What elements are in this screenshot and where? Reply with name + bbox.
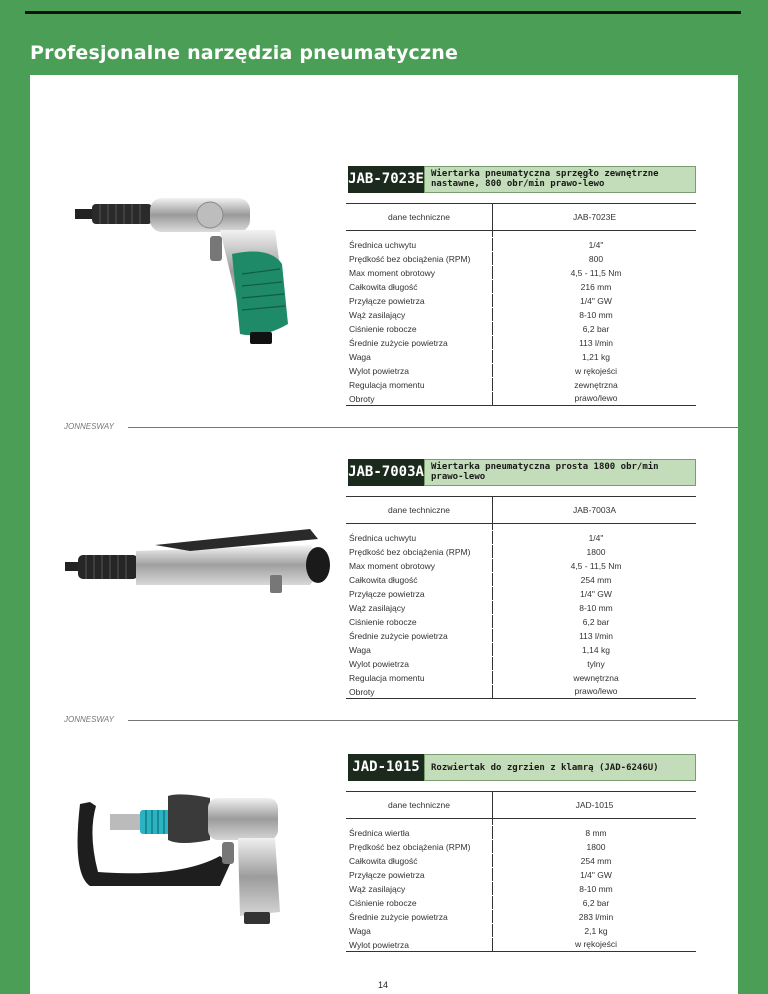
- spec-row: [346, 545, 696, 559]
- spec-row: [346, 531, 696, 545]
- spec-row: [346, 573, 696, 587]
- spec-value: 1800: [586, 546, 606, 557]
- spec-label: Przyłącze powietrza: [346, 868, 493, 882]
- spec-row: [346, 671, 696, 685]
- spec-label: Ciśnienie robocze: [346, 615, 493, 629]
- spec-label: Max moment obrotowy: [346, 559, 493, 573]
- brand-separator: [30, 715, 738, 725]
- spec-value: tylny: [587, 658, 605, 669]
- spec-label: Max moment obrotowy: [346, 266, 493, 280]
- page-number: 14: [378, 980, 389, 990]
- spec-row: [346, 685, 696, 699]
- straight-screwdriver-icon: [60, 527, 335, 607]
- spec-row: [346, 938, 696, 952]
- brand-label: JONNESWAY: [64, 422, 114, 431]
- spec-value: wewnętrzna: [573, 672, 619, 683]
- spec-table: [346, 203, 696, 406]
- spec-row: [346, 559, 696, 573]
- spec-header-label: dane techniczne: [346, 497, 493, 524]
- spec-label: Ciśnienie robocze: [346, 896, 493, 910]
- spec-value: 1800: [586, 841, 606, 852]
- spec-row: [346, 629, 696, 643]
- spec-row: [346, 364, 696, 378]
- spec-row: [346, 392, 696, 406]
- spec-label: Całkowita długość: [346, 573, 493, 587]
- spec-label: Ciśnienie robocze: [346, 322, 493, 336]
- spec-header-label: dane techniczne: [346, 792, 493, 819]
- spec-value: 1/4" GW: [580, 869, 612, 880]
- spec-label: Waga: [346, 350, 493, 364]
- spec-label: Waga: [346, 643, 493, 657]
- pistol-grip-screwdriver-icon: [70, 194, 330, 354]
- spec-row: [346, 868, 696, 882]
- spec-value: zewnętrzna: [574, 379, 618, 390]
- spec-value: prawo/lewo: [493, 685, 697, 699]
- spec-value: 8-10 mm: [579, 602, 613, 613]
- spec-row: [346, 854, 696, 868]
- spec-value: 8-10 mm: [579, 309, 613, 320]
- spec-row: [346, 252, 696, 266]
- spec-value: prawo/lewo: [493, 392, 697, 406]
- spot-weld-drill-icon: [70, 794, 300, 929]
- spec-value: 8-10 mm: [579, 883, 613, 894]
- spec-label: Regulacja momentu: [346, 671, 493, 685]
- spec-table: [346, 496, 696, 699]
- separator-line: [128, 720, 738, 721]
- spec-label: Prędkość bez obciążenia (RPM): [346, 840, 493, 854]
- product-title: Wiertarka pneumatyczna prosta 1800 obr/min prawo-lewo: [424, 459, 696, 486]
- spec-label: Przyłącze powietrza: [346, 294, 493, 308]
- spec-value: 4,5 - 11,5 Nm: [570, 267, 622, 278]
- product-code: JAD-1015: [348, 754, 424, 781]
- spec-header-label: dane techniczne: [346, 204, 493, 231]
- spec-row: [346, 840, 696, 854]
- spec-value: 8 mm: [585, 827, 607, 838]
- spec-row: [346, 308, 696, 322]
- spec-label: Regulacja momentu: [346, 378, 493, 392]
- spec-value: 1/4" GW: [580, 295, 612, 306]
- spec-label: Waga: [346, 924, 493, 938]
- spec-value: w rękojeści: [574, 365, 618, 376]
- product-title: Rozwiertak do zgrzien z klamrą (JAD-6246U): [424, 754, 696, 781]
- spec-row: [346, 924, 696, 938]
- spec-label: Wylot powietrza: [346, 657, 493, 671]
- spec-value: 4,5 - 11,5 Nm: [570, 560, 622, 571]
- spec-value: 1/4": [588, 239, 604, 250]
- spec-label: Średnica uchwytu: [346, 238, 493, 252]
- product-code: JAB-7023E: [348, 166, 424, 193]
- spec-label: Przyłącze powietrza: [346, 587, 493, 601]
- spec-header-model: JAB-7003A: [493, 497, 697, 524]
- separator-line: [128, 427, 738, 428]
- spec-header-model: JAD-1015: [493, 792, 697, 819]
- spec-value: 113 l/min: [579, 630, 613, 641]
- spec-value: 113 l/min: [579, 337, 613, 348]
- spec-row: [346, 643, 696, 657]
- spec-value: 283 l/min: [578, 911, 614, 922]
- spec-row: [346, 587, 696, 601]
- spec-row: [346, 350, 696, 364]
- spec-label: Obroty: [346, 685, 493, 699]
- product-code: JAB-7003A: [348, 459, 424, 486]
- brand-separator: [30, 422, 738, 432]
- page-title: Profesjonalne narzędzia pneumatyczne: [30, 42, 459, 64]
- top-rule: [25, 11, 741, 14]
- spec-row: [346, 280, 696, 294]
- spec-row: [346, 378, 696, 392]
- spec-row: [346, 615, 696, 629]
- spec-value: 254 mm: [580, 574, 612, 585]
- spec-row: [346, 238, 696, 252]
- spec-label: Średnica wiertła: [346, 826, 493, 840]
- spec-row: [346, 336, 696, 350]
- spec-label: Średnie zużycie powietrza: [346, 336, 493, 350]
- spec-label: Wąż zasilający: [346, 308, 493, 322]
- spec-label: Wąż zasilający: [346, 601, 493, 615]
- spec-label: Wylot powietrza: [346, 938, 493, 952]
- spec-row: [346, 896, 696, 910]
- content-panel: [30, 75, 738, 994]
- spec-row: [346, 266, 696, 280]
- spec-label: Średnica uchwytu: [346, 531, 493, 545]
- spec-value: 1/4" GW: [580, 588, 612, 599]
- spec-value: 1/4": [588, 532, 604, 543]
- spec-label: Wylot powietrza: [346, 364, 493, 378]
- spec-value: 6,2 bar: [582, 323, 610, 334]
- spec-header-model: JAB-7023E: [493, 204, 697, 231]
- spec-value: 254 mm: [580, 855, 612, 866]
- spec-value: 2,1 kg: [584, 925, 608, 936]
- spec-row: [346, 601, 696, 615]
- spec-label: Całkowita długość: [346, 854, 493, 868]
- spec-row: [346, 294, 696, 308]
- spec-label: Prędkość bez obciążenia (RPM): [346, 252, 493, 266]
- spec-label: Całkowita długość: [346, 280, 493, 294]
- spec-value: 1,14 kg: [582, 644, 610, 655]
- spec-value: 216 mm: [580, 281, 612, 292]
- spec-label: Prędkość bez obciążenia (RPM): [346, 545, 493, 559]
- spec-row: [346, 882, 696, 896]
- brand-label: JONNESWAY: [64, 715, 114, 724]
- spec-label: Średnie zużycie powietrza: [346, 629, 493, 643]
- spec-label: Obroty: [346, 392, 493, 406]
- spec-value: 6,2 bar: [582, 897, 610, 908]
- spec-label: Wąż zasilający: [346, 882, 493, 896]
- spec-table: [346, 791, 696, 952]
- spec-row: [346, 322, 696, 336]
- spec-value: 6,2 bar: [582, 616, 610, 627]
- spec-label: Średnie zużycie powietrza: [346, 910, 493, 924]
- spec-row: [346, 826, 696, 840]
- spec-value: 1,21 kg: [582, 351, 610, 362]
- product-title: Wiertarka pneumatyczna sprzęgło zewnętrzne nastawne, 800 obr/min prawo-lewo: [424, 166, 696, 193]
- spec-value: w rękojeści: [493, 938, 697, 952]
- spec-row: [346, 910, 696, 924]
- spec-value: 800: [588, 253, 604, 264]
- spec-row: [346, 657, 696, 671]
